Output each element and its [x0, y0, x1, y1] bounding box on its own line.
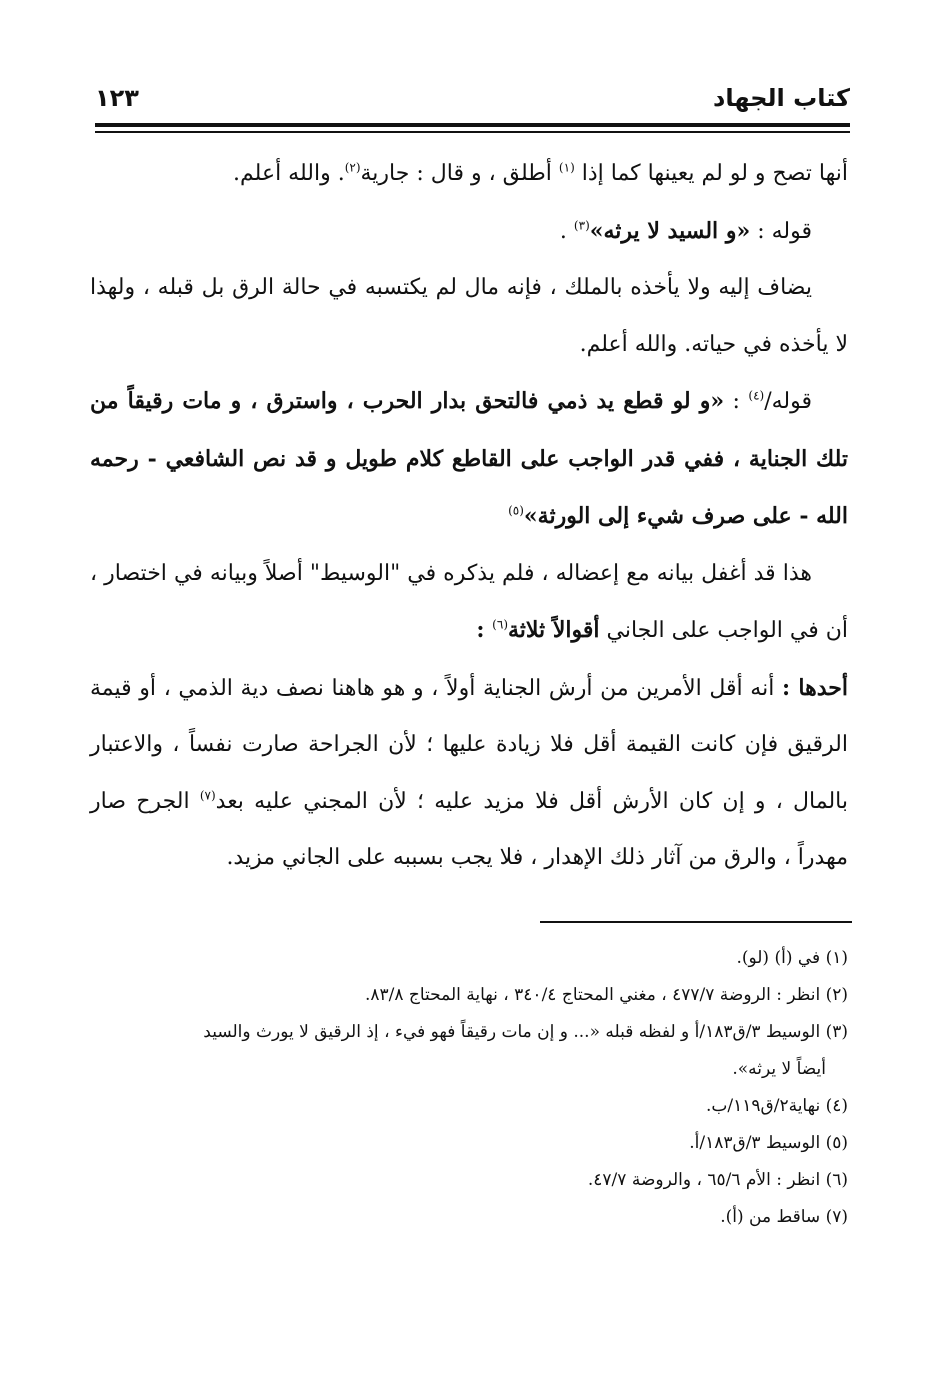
footnote: (٥) الوسيط ٣/ق١٨٣/أ.: [689, 1133, 848, 1153]
paragraph-4: قوله/$^{(٤)}$ : «و لو قطع يد ذمي فالتحق بدار الحرب ، واسترق ، و مات رقيقاً من تلك الجناية ، ففي قدر الواجب على القاطع كلام طويل و قد نص الشافعي - رحمه الله - على صرف شيء إلى الورثة»$^{(٥)}$: [90, 388, 848, 529]
paragraph-5: هذا قد أغفل بيانه مع إعضاله ، فلم يذكره في "الوسيط" أصلاً وبيانه في اختصار ، أن في الواجب على الجاني أقوالاً ثلاثة$^{(٦)}$ :: [90, 560, 848, 643]
running-title: كتاب الجهاد: [713, 84, 850, 112]
footnote-ref: (٢): [344, 160, 361, 175]
paragraph-3: يضاف إليه ولا يأخذه بالملك ، فإنه مال لم يكتسبه في حالة الرق بل قبله ، ولهذا لا يأخذه في حياته. والله أعلم.: [90, 275, 848, 357]
footnote-separator: [540, 921, 852, 923]
footnote: (٢) انظر : الروضة ٤٧٧/٧ ، مغني المحتاج ٣٤٠/٤ ، نهاية المحتاج ٨٣/٨.: [364, 985, 848, 1005]
footnote-ref: (٦): [492, 617, 508, 632]
paragraph-2: قوله : «و السيد لا يرثه»$^{(٣)}$ .: [559, 217, 812, 244]
footnote: (١) في (أ) (لو).: [736, 948, 848, 968]
footnote-ref: (٥): [508, 503, 524, 518]
footnote: (٦) انظر : الأم ٦٥/٦ ، والروضة ٤٧/٧.: [587, 1170, 848, 1190]
footnote-ref: (٤): [748, 388, 765, 403]
paragraph-1: أنها تصح و لو لم يعينها كما إذا $^{(١)}$ أطلق ، و قال : جارية$^{(٢)}$. والله أعلم.: [233, 160, 848, 186]
header-rule-thin: [95, 131, 850, 133]
footnote: (٧) ساقط من (أ).: [720, 1207, 848, 1227]
main-text: [90, 146, 848, 887]
footnotes: [90, 940, 848, 1236]
paragraph-6: أحدها : أنه أقل الأمرين من أرش الجناية أولاً ، و هو هاهنا نصف دية الذمي ، أو قيمة الرقيق فإن كانت القيمة أقل فلا زيادة عليها ؛ لأن الجراحة صارت نفساً ، والاعتبار بالمال ، و إن كان الأرش أقل فلا مزيد عليه ؛ لأن المجني عليه بعد$^{(٧)}$ الجرح صار مهدراً ، والرق من آثار ذلك الإهدار ، فلا يجب بسببه على الجاني مزيد.: [90, 674, 848, 870]
footnote-ref: (٣): [573, 218, 590, 233]
header-rule-thick: [95, 123, 850, 127]
page-number: ١٢٣: [95, 84, 139, 112]
footnote: (٤) نهاية٢/ق١١٩/ب.: [705, 1096, 848, 1116]
footnote-ref: (٧): [199, 788, 216, 803]
footnote: (٣) الوسيط ٣/ق١٨٣/أ و لفظه قبله «... و إن مات رقيقاً فهو فيء ، إذ الرقيق لا يورث والسيد: [203, 1022, 848, 1042]
page-header: [95, 80, 850, 124]
quoted-text: «و السيد لا يرثه»: [589, 217, 751, 244]
footnote-continuation: أيضاً لا يرثه».: [732, 1059, 826, 1079]
quoted-text: «و لو قطع يد ذمي فالتحق بدار الحرب ، واسترق ، و مات رقيقاً من تلك الجناية ، ففي قدر الواجب على القاطع كلام طويل و قد نص الشافعي - رحمه الله - على صرف شيء إلى الورثة»: [90, 388, 848, 529]
footnote-ref: (١): [558, 160, 575, 175]
